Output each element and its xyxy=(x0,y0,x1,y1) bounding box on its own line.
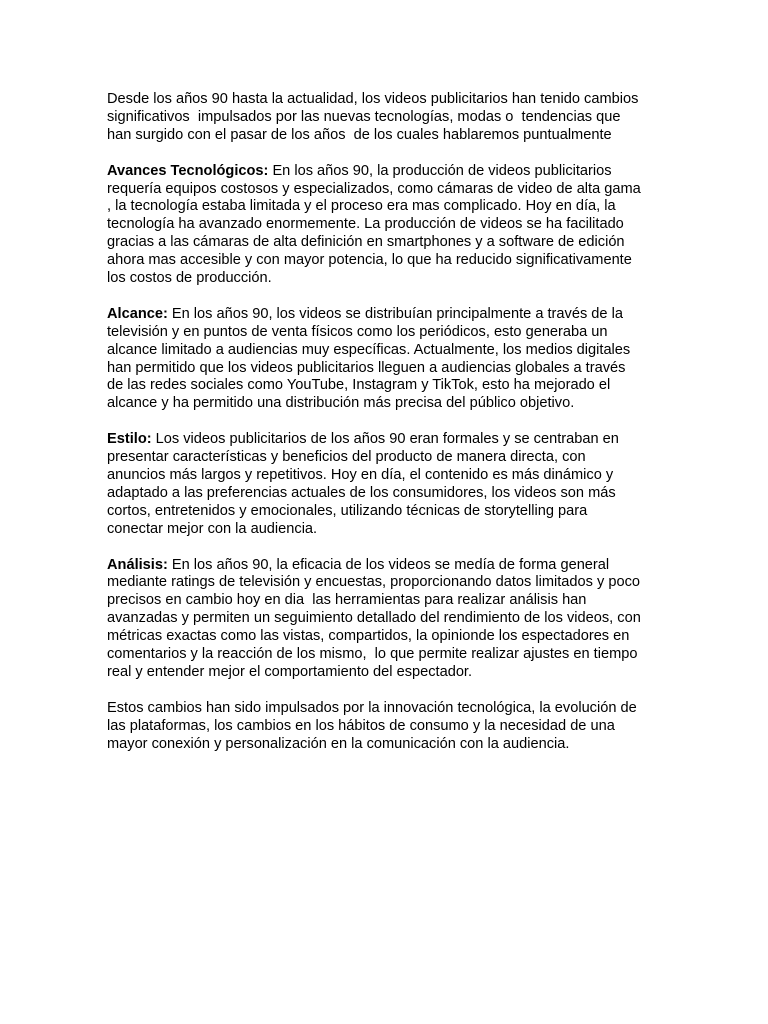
text-line: conectar mejor con la audiencia. xyxy=(107,520,318,537)
text-run: Los videos publicitarios de los años 90 eran formales y se centraban en xyxy=(151,431,619,448)
section-heading: Avances Tecnológicos: xyxy=(107,162,269,179)
document-page xyxy=(107,91,667,771)
text-line: los costos de producción. xyxy=(107,270,272,287)
text-line: Desde los años 90 hasta la actualidad, los videos publicitarios han tenido cambios xyxy=(107,91,639,107)
text-line xyxy=(107,163,667,181)
text-line: tecnología ha avanzado enormemente. La producción de videos se ha facilitado xyxy=(107,216,624,233)
analisis-paragraph xyxy=(107,557,667,682)
text-line: avanzadas y permiten un seguimiento detallado del rendimiento de los videos, con xyxy=(107,610,641,627)
section-heading: Estilo: xyxy=(107,431,152,448)
text-line: alcance y ha permitido una distribución más precisa del público objetivo. xyxy=(107,395,575,412)
text-line: métricas exactas como las vistas, compartidos, la opinionde los espectadores en xyxy=(107,628,630,645)
conclusion-paragraph xyxy=(107,700,667,754)
intro-paragraph xyxy=(107,91,667,145)
text-line: precisos en cambio hoy en dia las herramientas para realizar análisis han xyxy=(107,592,587,609)
text-line: las plataformas, los cambios en los hábitos de consumo y la necesidad de una xyxy=(107,717,615,734)
text-line: , la tecnología estaba limitada y el proceso era mas complicado. Hoy en día, la xyxy=(107,198,616,215)
text-line: mediante ratings de televisión y encuestas, proporcionando datos limitados y poco xyxy=(107,574,640,591)
text-line: Estos cambios han sido impulsados por la innovación tecnológica, la evolución de xyxy=(107,699,637,716)
text-line: requería equipos costosos y especializados, como cámaras de video de alta gama xyxy=(107,180,641,197)
text-line xyxy=(107,431,667,449)
text-line: cortos, entretenidos y emocionales, utilizando técnicas de storytelling para xyxy=(107,502,588,519)
text-line: adaptado a las preferencias actuales de los consumidores, los videos son más xyxy=(107,484,616,501)
avances-tecnologicos-paragraph xyxy=(107,163,667,288)
text-line xyxy=(107,557,667,575)
text-line: real y entender mejor el comportamiento del espectador. xyxy=(107,663,473,680)
text-line: comentarios y la reacción de los mismo, lo que permite realizar ajustes en tiempo xyxy=(107,646,638,663)
text-line: ahora mas accesible y con mayor potencia, lo que ha reducido significativamente xyxy=(107,252,632,269)
text-line: anuncios más largos y repetitivos. Hoy en día, el contenido es más dinámico y xyxy=(107,466,614,483)
text-line: alcance limitado a audiencias muy específicas. Actualmente, los medios digitales xyxy=(107,341,631,358)
text-line: mayor conexión y personalización en la comunicación con la audiencia. xyxy=(107,735,570,752)
section-heading: Análisis: xyxy=(107,556,168,573)
estilo-paragraph xyxy=(107,431,667,538)
section-heading: Alcance: xyxy=(107,305,168,322)
text-line: de las redes sociales como YouTube, Instagram y TikTok, esto ha mejorado el xyxy=(107,377,611,394)
text-run: En los años 90, la eficacia de los videos se medía de forma general xyxy=(167,556,610,573)
text-line: han surgido con el pasar de los años de los cuales hablaremos puntualmente xyxy=(107,126,612,143)
text-line: gracias a las cámaras de alta definición en smartphones y a software de edición xyxy=(107,234,625,251)
text-line: televisión y en puntos de venta físicos como los periódicos, esto generaba un xyxy=(107,323,608,340)
text-line xyxy=(107,306,667,324)
text-run: En los años 90, los videos se distribuían principalmente a través de la xyxy=(167,305,623,322)
alcance-paragraph xyxy=(107,306,667,413)
text-line: significativos impulsados por las nuevas tecnologías, modas o tendencias que xyxy=(107,108,621,125)
text-run: En los años 90, la producción de videos publicitarios xyxy=(268,162,612,179)
text-line: han permitido que los videos publicitarios lleguen a audiencias globales a través xyxy=(107,359,626,376)
text-line: presentar características y beneficios del producto de manera directa, con xyxy=(107,449,586,466)
